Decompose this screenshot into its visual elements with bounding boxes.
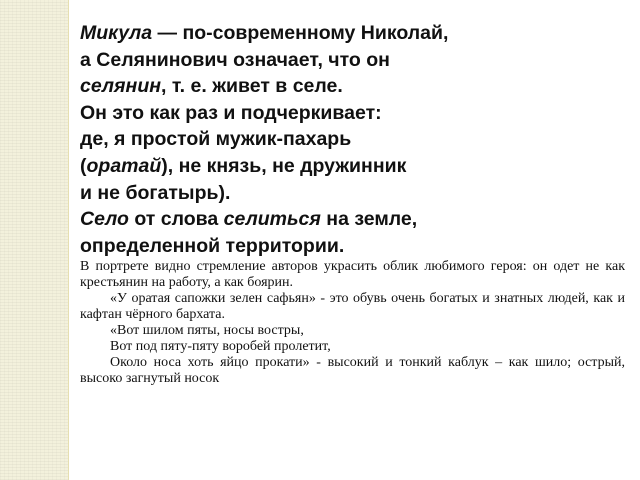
stripe-divider — [68, 0, 69, 480]
term-selitsya: селиться — [223, 208, 321, 231]
decorative-side-stripe — [0, 0, 68, 480]
term-oratay: оратай — [86, 154, 162, 177]
heading-line-8-mid: от слова — [128, 208, 224, 231]
paragraph-heel: Около носа хоть яйцо прокати» - высокий и тонкий каблук – как шило; острый, высоко загнутый носок — [80, 355, 625, 387]
term-selo: Село — [80, 208, 129, 231]
heading-line-7: и не богатырь). — [80, 181, 231, 204]
slide-content — [80, 20, 625, 387]
heading-line-5: де, я простой мужик-пахарь — [80, 128, 352, 151]
paragraph-boots: «У оратая сапожки зелен сафьян» - это обувь очень богатых и знатных людей, как и кафтан чёрного бархата. — [80, 291, 625, 323]
heading-line-4: Он это как раз и подчеркивает: — [80, 101, 382, 124]
paragraph-portrait: В портрете видно стремление авторов украсить облик любимого героя: он одет не как крестьянин на работу, а как боярин. — [80, 259, 625, 291]
term-mikula: Микула — [80, 22, 153, 44]
quote-line-1: «Вот шилом пяты, носы востры, — [110, 323, 304, 339]
heading-line-9: определенной территории. — [80, 234, 345, 257]
heading-line-8-text: на земле, — [320, 208, 418, 231]
heading-line-6-text: ), не князь, не дружинник — [161, 154, 407, 177]
heading-line-3 — [80, 73, 625, 100]
heading-line-3-text: , т. е. живет в селе. — [161, 75, 343, 98]
heading-line-6-paren: ( — [80, 154, 87, 177]
heading-line-8 — [80, 206, 625, 233]
quote-line-2: Вот под пяту-пяту воробей пролетит, — [110, 339, 331, 355]
heading-line-1-text: — по-современному Николай, — [152, 22, 449, 44]
term-selyanin: селянин — [80, 75, 162, 98]
heading-line-1 — [80, 20, 625, 47]
heading-line-2: а Селянинович означает, что он — [80, 48, 390, 71]
heading-line-6 — [80, 153, 625, 180]
